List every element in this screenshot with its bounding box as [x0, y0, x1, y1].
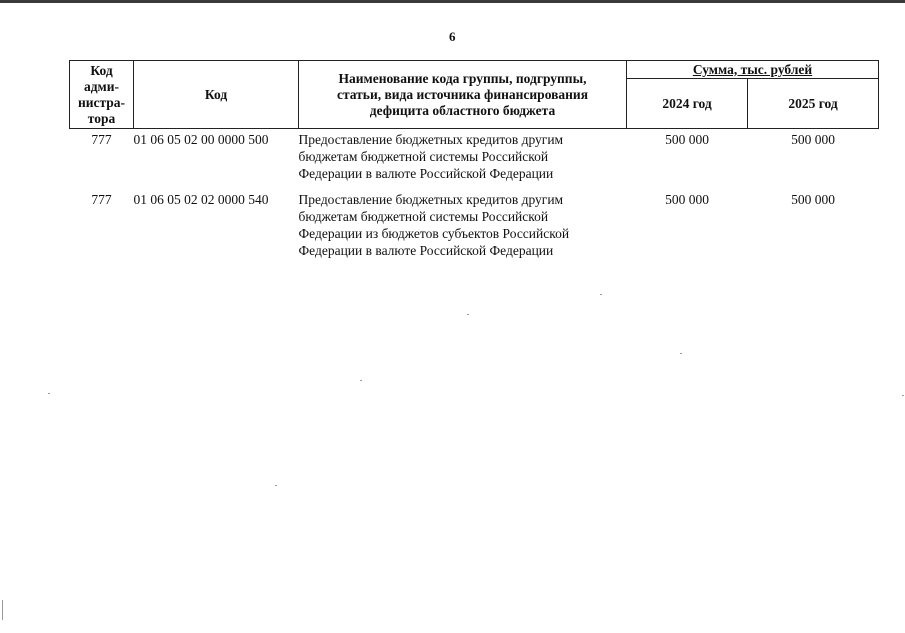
scan-speck — [48, 393, 50, 394]
header-year-2025: 2025 год — [748, 79, 879, 129]
header-admin-code-line-3: нистра- — [77, 94, 126, 110]
cell-admin-code: 777 — [91, 132, 112, 147]
scan-speck — [467, 314, 469, 315]
scan-speck — [360, 380, 362, 381]
header-admin-code-line-2: адми- — [83, 78, 120, 94]
scan-speck — [275, 485, 277, 486]
header-name — [299, 61, 627, 129]
cell-amount-2024: 500 000 — [665, 132, 709, 147]
cell-name-line: бюджетам бюджетной системы Российской — [298, 209, 549, 224]
scan-speck — [600, 294, 602, 295]
cell-name — [299, 129, 627, 190]
header-name-line-2: статьи, вида источника финансирования — [336, 86, 589, 102]
cell-amount-2025: 500 000 — [791, 132, 835, 147]
header-code: Код — [134, 61, 299, 129]
header-admin-code-line-1: Код — [90, 62, 113, 78]
cell-code: 01 06 05 02 02 0000 540 — [133, 192, 269, 207]
cell-name — [299, 189, 627, 259]
header-name-line-3: дефицита областного бюджета — [369, 102, 556, 118]
page-number: 6 — [449, 29, 456, 44]
sources-of-financing-table — [69, 60, 879, 259]
table-row — [70, 129, 879, 190]
scan-top-border — [0, 0, 905, 3]
cell-amount-2024: 500 000 — [665, 192, 709, 207]
cell-name-line: Федерации в валюте Российской Федерации — [298, 166, 554, 181]
cell-name-line: Предоставление бюджетных кредитов другим — [298, 132, 564, 147]
cell-code: 01 06 05 02 00 0000 500 — [133, 132, 269, 147]
scan-speck — [2, 600, 3, 620]
cell-name-line: бюджетам бюджетной системы Российской — [298, 149, 549, 164]
cell-name-line: Предоставление бюджетных кредитов другим — [298, 192, 564, 207]
header-admin-code-line-4: тора — [87, 110, 116, 126]
cell-name-line: Федерации из бюджетов субъектов Российской — [298, 226, 570, 241]
scan-speck — [680, 353, 682, 354]
header-admin-code — [70, 61, 134, 129]
cell-amount-2025: 500 000 — [791, 192, 835, 207]
scan-speck — [902, 395, 904, 396]
cell-name-line: Федерации в валюте Российской Федерации — [298, 243, 554, 258]
header-year-2024: 2024 год — [627, 79, 748, 129]
header-amount-group — [627, 61, 879, 79]
header-name-line-1: Наименование кода группы, подгруппы, — [338, 70, 587, 86]
cell-admin-code: 777 — [91, 192, 112, 207]
table-row — [70, 189, 879, 259]
header-amount-group-label: Сумма, тыс. рублей — [692, 61, 813, 77]
